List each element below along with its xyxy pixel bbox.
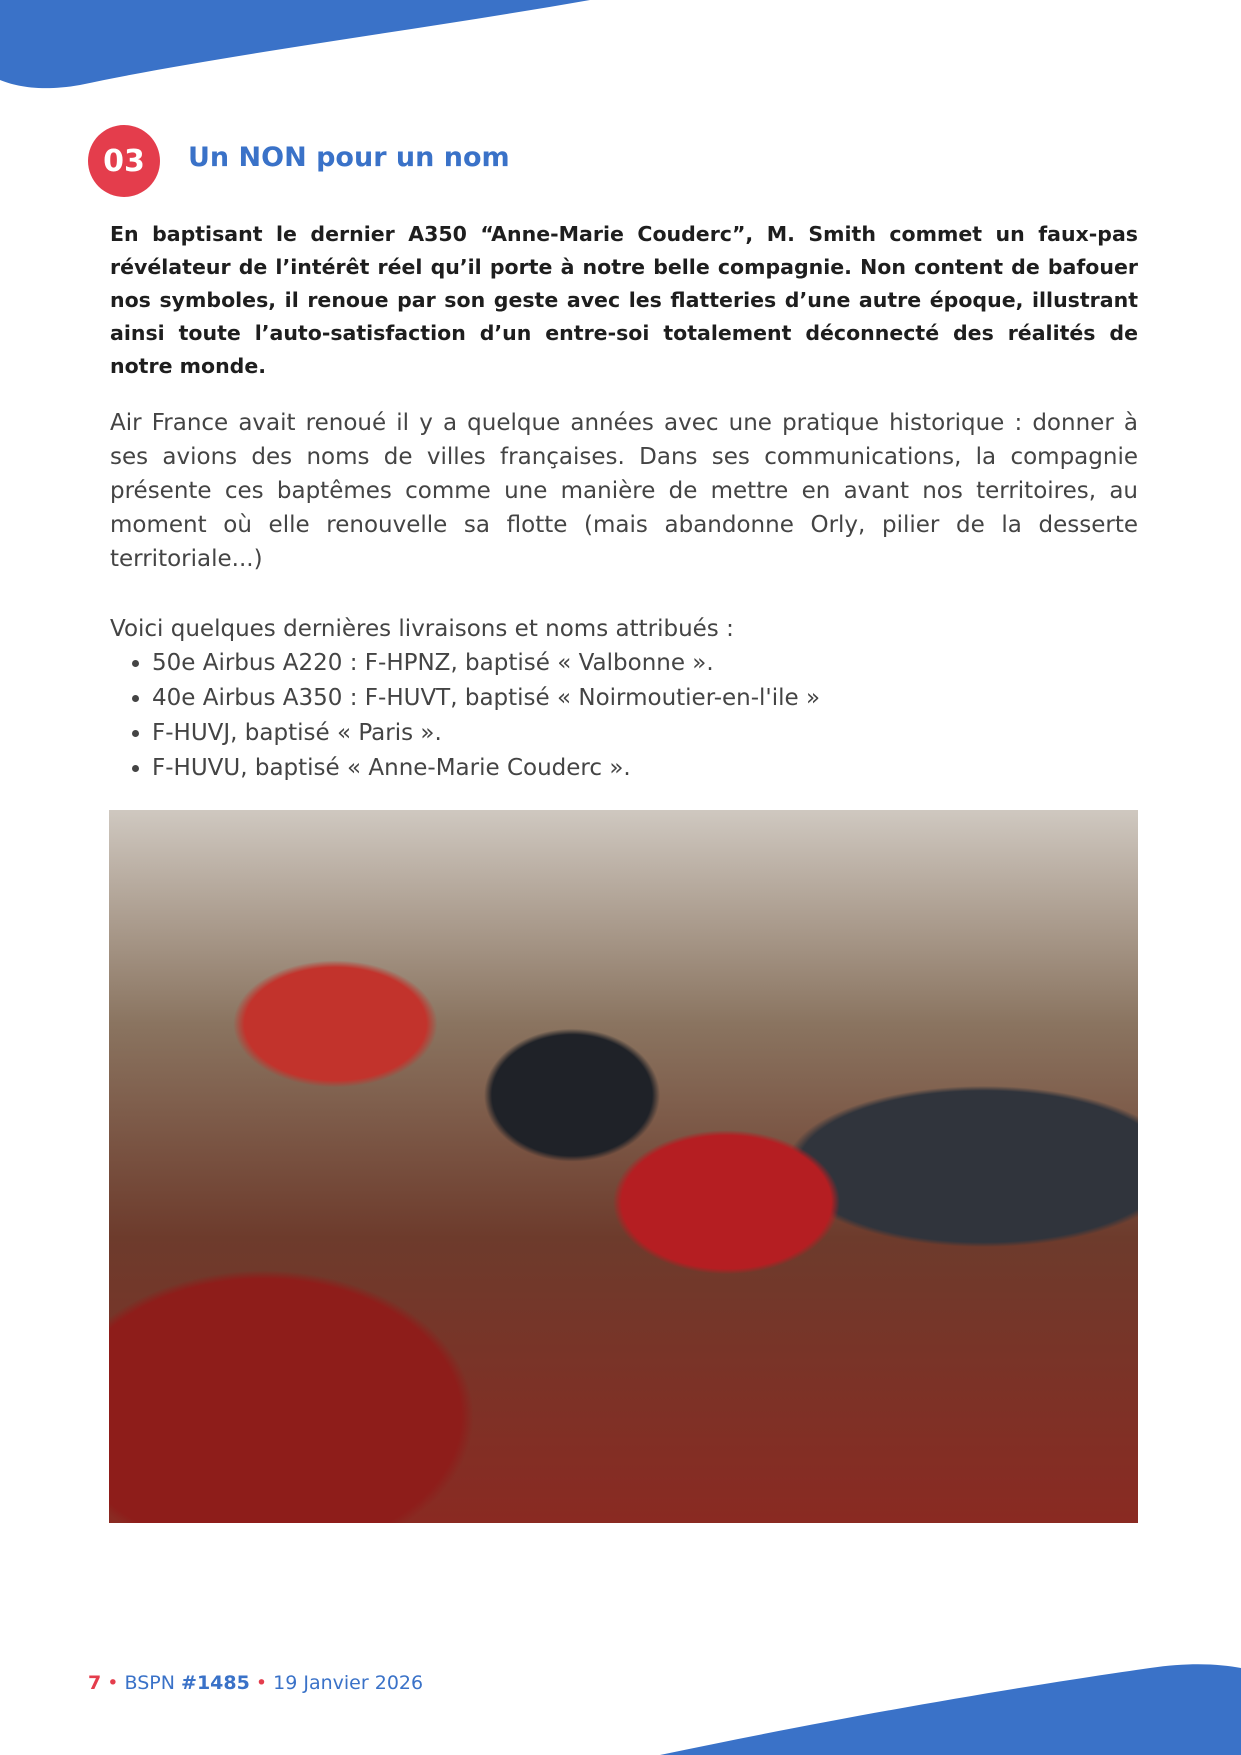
section-number-badge: 03: [88, 125, 160, 197]
list-item: • F-HUVJ, baptisé « Paris ».: [152, 716, 820, 751]
list-intro: Voici quelques dernières livraisons et noms attribués :: [110, 616, 734, 642]
top-wave-decoration: [0, 0, 600, 90]
issue-date: 19 Janvier 2026: [273, 1672, 424, 1694]
body-paragraph: Air France avait renoué il y a quelque années avec une pratique historique : donner à ses avions des noms de villes françaises. Dans ses communications, la compagnie présente ces baptêmes comme une manière de mettre en avant nos territoires, au moment où elle renouvelle sa flotte (mais abandonne Orly, pilier de la desserte territoriale...): [110, 410, 1138, 572]
lead-paragraph: En baptisant le dernier A350 “Anne-Marie Couderc”, M. Smith commet un faux-pas révélateur de l’intérêt réel qu’il porte à notre belle compagnie. Non content de bafouer nos symboles, il renoue par son geste avec les flatteries d’une autre époque, illustrant ainsi toute l’auto-satisfaction d’un entre-soi totalement déconnecté des réalités de notre monde.: [110, 222, 1138, 378]
illustration-image: [109, 810, 1138, 1523]
list-item: • 50e Airbus A220 : F-HPNZ, baptisé « Valbonne ».: [152, 646, 820, 681]
separator: •: [107, 1672, 119, 1694]
issue-number: #1485: [181, 1672, 250, 1694]
list-item: • 40e Airbus A350 : F-HUVT, baptisé « Noirmoutier-en-l'ile »: [152, 681, 820, 716]
list-item: • F-HUVU, baptisé « Anne-Marie Couderc ».: [152, 751, 820, 786]
page-number: 7: [88, 1672, 102, 1694]
aircraft-names-list: [110, 646, 820, 786]
section-title: Un NON pour un nom: [188, 142, 510, 173]
separator: •: [255, 1672, 268, 1694]
bottom-wave-decoration: [0, 1660, 1241, 1755]
publication-name: BSPN: [124, 1672, 175, 1694]
